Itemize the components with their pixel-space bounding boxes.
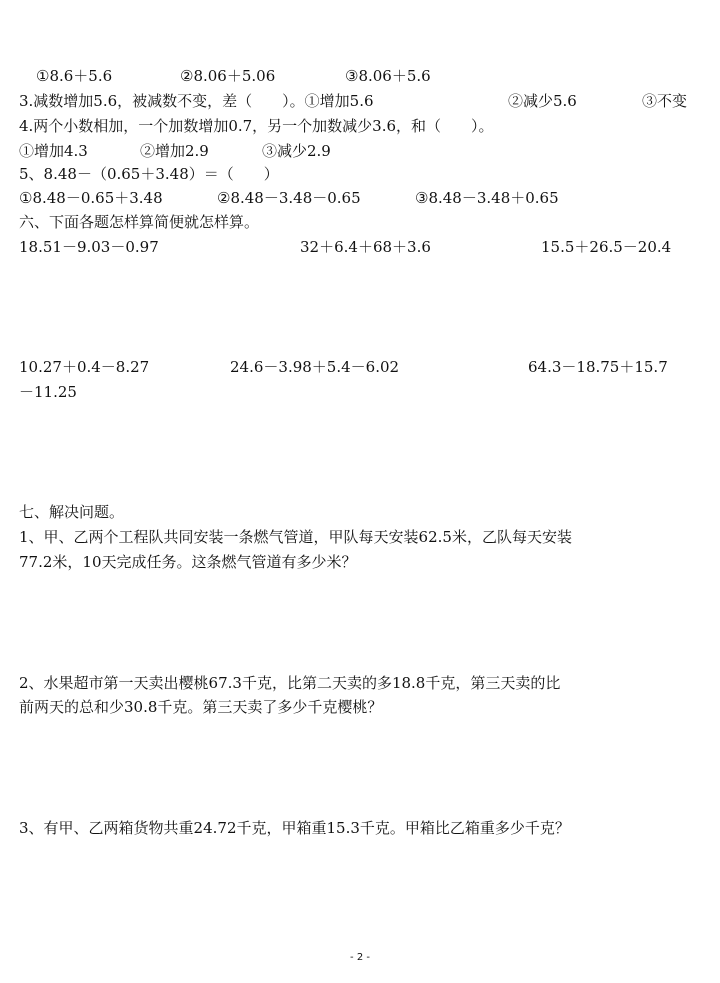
problem-2-line-2: 前两天的总和少30.8千克。第三天卖了多少千克樱桃？ bbox=[19, 698, 383, 716]
calc-6: 64.3－18.75＋15.7 bbox=[528, 358, 668, 376]
calc-5: 24.6－3.98＋5.4－6.02 bbox=[230, 358, 400, 376]
problem-1-line-2: 77.2米，10天完成任务。这条燃气管道有多少米？ bbox=[19, 553, 357, 571]
problem-3-line-1: 3、有甲、乙两箱货物共重24.72千克，甲箱重15.3千克。甲箱比乙箱重多少千克？ bbox=[19, 819, 570, 837]
calc-6-continuation: －11.25 bbox=[19, 383, 77, 401]
problem-1-line-1: 1、甲、乙两个工程队共同安装一条燃气管道，甲队每天安装62.5米，乙队每天安装 bbox=[19, 528, 572, 546]
q3-question: 3.减数增加5.6，被减数不变，差（ ）。①增加5.6 bbox=[19, 92, 374, 110]
q5-option-3: ③8.48－3.48＋0.65 bbox=[415, 189, 559, 207]
calc-2: 32＋6.4＋68＋3.6 bbox=[300, 238, 431, 256]
calc-1: 18.51－9.03－0.97 bbox=[19, 238, 159, 256]
q2-option-1: ①8.6＋5.6 bbox=[36, 67, 113, 85]
q3-option-3: ③不变 bbox=[642, 92, 688, 110]
q4-option-1: ①增加4.3 bbox=[19, 142, 88, 160]
q4-question: 4.两个小数相加，一个加数增加0.7，另一个加数减少3.6，和（ ）。 bbox=[19, 117, 494, 135]
q5-option-2: ②8.48－3.48－0.65 bbox=[217, 189, 361, 207]
section7-title: 七、解决问题。 bbox=[19, 503, 125, 521]
q2-option-3: ③8.06＋5.6 bbox=[345, 67, 431, 85]
q5-question: 5、8.48－（0.65＋3.48）＝（ ） bbox=[19, 165, 279, 183]
q3-option-2: ②减少5.6 bbox=[508, 92, 577, 110]
q4-option-3: ③减少2.9 bbox=[262, 142, 331, 160]
problem-2-line-1: 2、水果超市第一天卖出樱桃67.3千克，比第二天卖的多18.8千克，第三天卖的比 bbox=[19, 674, 561, 692]
calc-4: 10.27＋0.4－8.27 bbox=[19, 358, 150, 376]
q2-option-2: ②8.06＋5.06 bbox=[180, 67, 276, 85]
q4-option-2: ②增加2.9 bbox=[140, 142, 209, 160]
calc-3: 15.5＋26.5－20.4 bbox=[541, 238, 672, 256]
section6-title: 六、下面各题怎样算简便就怎样算。 bbox=[19, 213, 260, 231]
q5-option-1: ①8.48－0.65＋3.48 bbox=[19, 189, 163, 207]
page-number: - 2 - bbox=[350, 952, 370, 963]
